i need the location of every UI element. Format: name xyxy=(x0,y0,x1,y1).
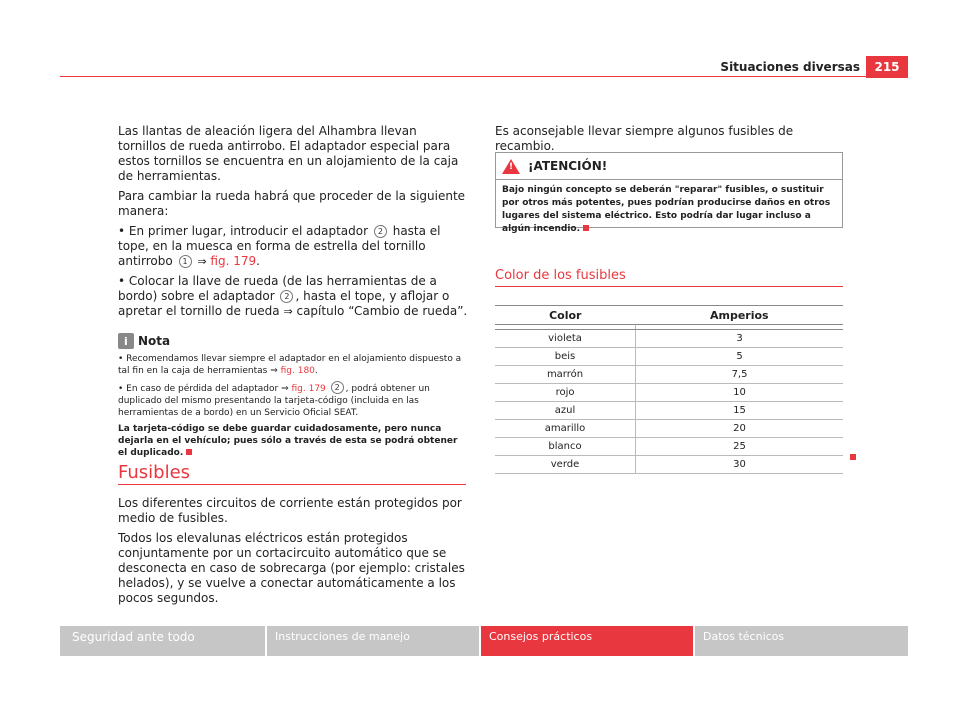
section-title-fusibles: Fusibles xyxy=(118,462,191,483)
note-item-2 xyxy=(118,381,468,419)
callout-1: 1 xyxy=(179,255,192,268)
cell-color: beis xyxy=(495,348,636,366)
section-rule xyxy=(118,484,466,485)
running-header-title: Situaciones diversas xyxy=(720,60,860,74)
step-2 xyxy=(118,274,468,319)
double-arrow-right-icon: ⇒ xyxy=(197,255,207,268)
footer-tab-instrucciones[interactable]: Instrucciones de manejo xyxy=(267,626,479,656)
cell-amperes: 7,5 xyxy=(636,366,843,384)
note-heading xyxy=(118,333,468,349)
warning-text xyxy=(496,180,842,240)
note-item-3-text: La tarjeta-código se debe guardar cuidadosamente, pero nunca dejarla en el vehículo; pues sólo a través de esta se podrá obtener el duplicado. xyxy=(118,424,458,458)
end-marker-icon xyxy=(583,225,589,231)
table-row xyxy=(495,366,843,384)
callout-2: 2 xyxy=(331,381,344,394)
cell-color: marrón xyxy=(495,366,636,384)
left-column xyxy=(118,124,468,459)
fusibles-paragraph-1: Los diferentes circuitos de corriente están protegidos por medio de fusibles. xyxy=(118,496,462,525)
double-arrow-right-icon: ⇒ xyxy=(281,384,289,394)
column-header-amperes: Amperios xyxy=(636,306,843,325)
note-title: Nota xyxy=(138,333,171,348)
end-marker-icon xyxy=(186,449,192,455)
footer-tab-consejos[interactable]: Consejos prácticos xyxy=(481,626,693,656)
cell-amperes: 15 xyxy=(636,402,843,420)
column-header-color: Color xyxy=(495,306,636,325)
double-arrow-right-icon: ⇒ xyxy=(270,366,278,376)
warning-body: Bajo ningún concepto se deberán "reparar" fusibles, o sustituir por otros más potentes, pues podrían producirse daños en otros lugares del sistema eléctrico. Esto podría dar lugar incluso a algún incendio. xyxy=(502,185,831,234)
note-item-3 xyxy=(118,423,468,459)
footer-tab-datos[interactable]: Datos técnicos xyxy=(695,626,908,656)
cell-color: violeta xyxy=(495,330,636,348)
note-item-2-text-b: , podrá obtener un duplicado del mismo presentando la tarjeta-código (incluida en las herramientas de a bordo) en un Servicio Oficial SEAT. xyxy=(118,384,430,418)
table-row xyxy=(495,348,843,366)
step-1-text-b: hasta el tope, en la muesca en forma de estrella del tornillo antirrobo xyxy=(118,224,441,268)
figure-link[interactable]: fig. 179 xyxy=(291,384,326,394)
subsection-title-color: Color de los fusibles xyxy=(495,268,626,283)
note-icon xyxy=(118,333,134,349)
callout-2: 2 xyxy=(374,225,387,238)
cell-color: azul xyxy=(495,402,636,420)
subsection-rule xyxy=(495,286,843,287)
fusibles-body xyxy=(118,496,468,611)
footer-tab-seguridad[interactable]: Seguridad ante todo xyxy=(60,626,265,656)
fusibles-paragraph-2: Todos los elevalunas eléctricos están protegidos conjuntamente por un cortacircuito automático que se desconecta en caso de sobrecarga (por ejemplo: cristales helados), y se vuelve a conectar automáticamente a los pocos segundos. xyxy=(118,531,465,605)
procedure-paragraph: Para cambiar la rueda habrá que proceder de la siguiente manera: xyxy=(118,189,466,218)
step-1-text-a: • En primer lugar, introducir el adaptador xyxy=(118,224,369,238)
table-row xyxy=(495,402,843,420)
cell-color: amarillo xyxy=(495,420,636,438)
end-marker-icon xyxy=(850,454,856,460)
note-item-2-text-a: • En caso de pérdida del adaptador xyxy=(118,384,279,394)
callout-2: 2 xyxy=(280,290,293,303)
note-item-1: • Recomendamos llevar siempre el adaptador en el alojamiento dispuesto a tal fin en la caja de herramientas ⇒ fig. 180. xyxy=(118,354,462,376)
header-rule xyxy=(60,76,908,77)
chapter-reference: capítulo “Cambio de rueda”. xyxy=(296,304,468,318)
cell-amperes: 10 xyxy=(636,384,843,402)
cell-amperes: 25 xyxy=(636,438,843,456)
cell-color: verde xyxy=(495,456,636,474)
fuse-color-table xyxy=(495,305,843,474)
cell-color: rojo xyxy=(495,384,636,402)
table-row xyxy=(495,438,843,456)
intro-paragraph: Las llantas de aleación ligera del Alhambra llevan tornillos de rueda antirrobo. El adaptador especial para estos tornillos se encuentra en un alojamiento de la caja de herramientas. xyxy=(118,124,459,183)
table-row xyxy=(495,330,843,348)
note-item-1-text: • Recomendamos llevar siempre el adaptador en el alojamiento dispuesto a tal fin en la caja de herramientas xyxy=(118,354,462,376)
cell-amperes: 5 xyxy=(636,348,843,366)
figure-link[interactable]: fig. 179 xyxy=(210,254,257,268)
cell-amperes: 20 xyxy=(636,420,843,438)
cell-color: blanco xyxy=(495,438,636,456)
warning-title: ¡ATENCIÓN! xyxy=(528,159,608,173)
figure-link[interactable]: fig. 180 xyxy=(280,366,315,376)
table-row xyxy=(495,420,843,438)
warning-heading xyxy=(496,153,842,180)
step-2-text-b: , hasta el tope, y aflojar o apretar el tornillo de rueda xyxy=(118,289,450,318)
table-row xyxy=(495,456,843,474)
warning-box xyxy=(495,152,843,234)
warning-icon xyxy=(502,159,520,174)
table-row xyxy=(495,384,843,402)
cell-amperes: 30 xyxy=(636,456,843,474)
step-1: • En primer lugar, introducir el adaptador 2 hasta el tope, en la muesca en forma de estrella del tornillo antirrobo 1 ⇒ fig. 179. xyxy=(118,224,441,268)
cell-amperes: 3 xyxy=(636,330,843,348)
step-2-text-a: • Colocar la llave de rueda (de las herramientas de a bordo) sobre el adaptador xyxy=(118,274,437,303)
double-arrow-right-icon: ⇒ xyxy=(283,305,293,318)
page-number: 215 xyxy=(866,56,908,78)
spare-fuses-paragraph: Es aconsejable llevar siempre algunos fusibles de recambio. xyxy=(495,124,794,153)
